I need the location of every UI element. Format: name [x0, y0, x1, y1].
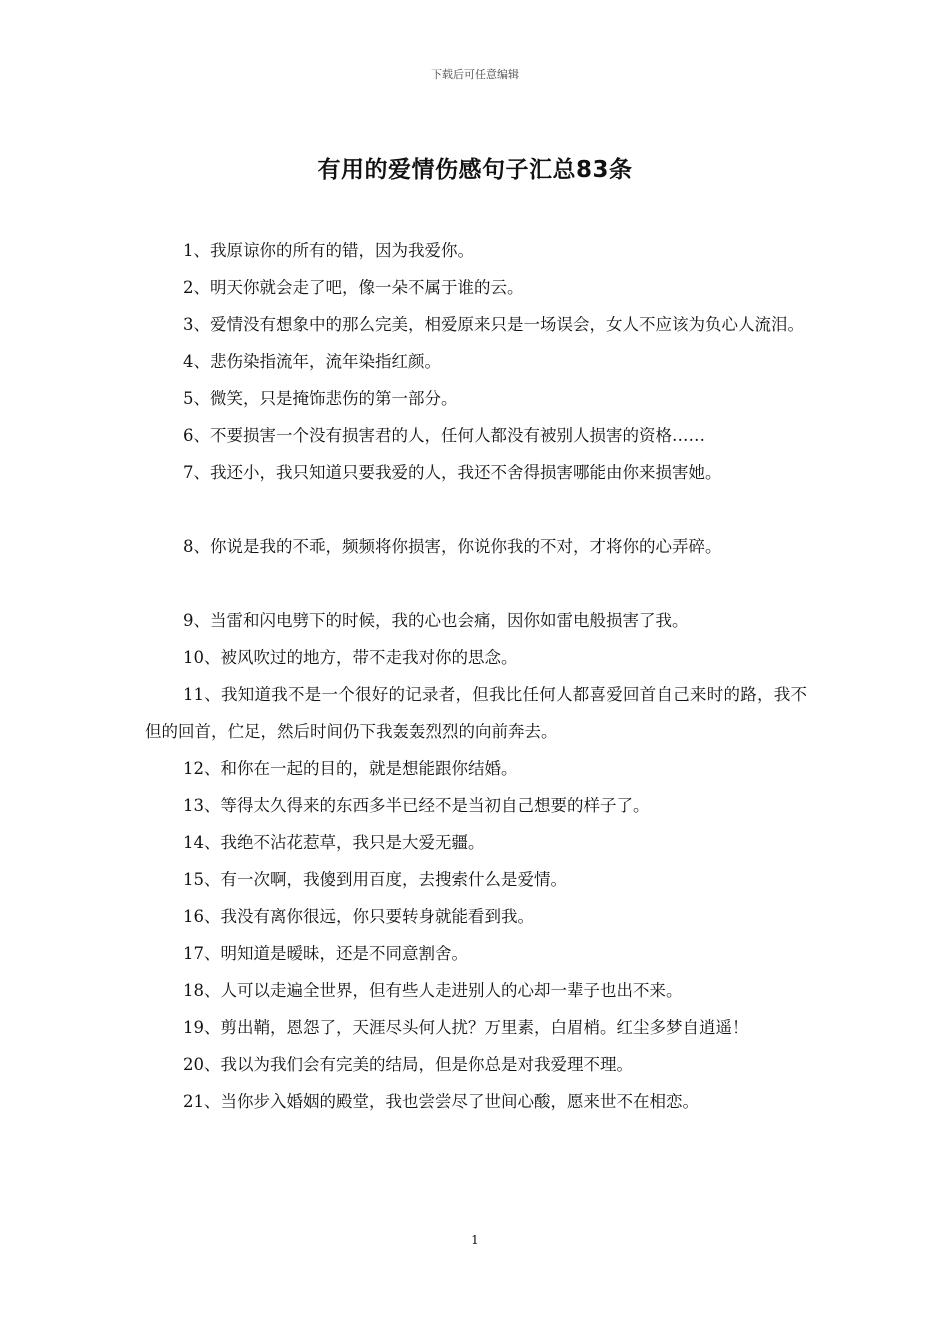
- paragraph-4: 4、悲伤染指流年，流年染指红颜。: [183, 352, 441, 371]
- paragraph-2: 2、明天你就会走了吧，像一朵不属于谁的云。: [183, 278, 524, 297]
- paragraph-15: 15、有一次啊，我傻到用百度，去搜索什么是爱情。: [183, 870, 567, 889]
- paragraph-17: 17、明知道是暧昧，还是不同意割舍。: [183, 944, 468, 963]
- paragraph-20: 20、我以为我们会有完美的结局，但是你总是对我爱理不理。: [183, 1055, 633, 1074]
- page-header: 下载后可任意编辑: [431, 68, 519, 81]
- paragraph-7: 7、我还小，我只知道只要我爱的人，我还不舍得损害哪能由你来损害她。: [183, 463, 722, 482]
- paragraph-1: 1、我原谅你的所有的错，因为我爱你。: [183, 241, 474, 260]
- paragraph-8: 8、你说是我的不乖，频频将你损害，你说你我的不对，才将你的心弄碎。: [183, 537, 722, 556]
- page-number: 1: [471, 1233, 479, 1247]
- paragraph-10: 10、被风吹过的地方，带不走我对你的思念。: [183, 648, 518, 667]
- paragraph-13: 13、等得太久得来的东西多半已经不是当初自己想要的样子了。: [183, 796, 650, 815]
- paragraph-3: 3、爱情没有想象中的那么完美，相爱原来只是一场误会，女人不应该为负心人流泪。: [183, 315, 804, 334]
- document-body: [145, 232, 807, 1120]
- paragraph-9: 9、当雷和闪电劈下的时候，我的心也会痛，因你如雷电般损害了我。: [183, 611, 689, 630]
- paragraph-6: 6、不要损害一个没有损害君的人，任何人都没有被别人损害的资格……: [183, 426, 705, 445]
- paragraph-5: 5、微笑，只是掩饰悲伤的第一部分。: [183, 389, 458, 408]
- paragraph-18: 18、人可以走遍全世界，但有些人走进别人的心却一辈子也出不来。: [183, 981, 683, 1000]
- paragraph-19: 19、剪出鞘，恩怨了，天涯尽头何人扰？万里素，白眉梢。红尘多梦自逍遥！: [183, 1018, 749, 1037]
- paragraph-16: 16、我没有离你很远，你只要转身就能看到我。: [183, 907, 534, 926]
- paragraph-11: 11、我知道我不是一个很好的记录者，但我比任何人都喜爱回首自己来时的路，我不但的回首，伫足，然后时间仍下我轰轰烈烈的向前奔去。: [145, 685, 807, 741]
- paragraph-21: 21、当你步入婚姻的殿堂，我也尝尝尽了世间心酸，愿来世不在相恋。: [183, 1092, 699, 1111]
- document-title: 有用的爱情伤感句子汇总83条: [317, 157, 633, 183]
- paragraph-14: 14、我绝不沾花惹草，我只是大爱无疆。: [183, 833, 485, 852]
- paragraph-12: 12、和你在一起的目的，就是想能跟你结婚。: [183, 759, 518, 778]
